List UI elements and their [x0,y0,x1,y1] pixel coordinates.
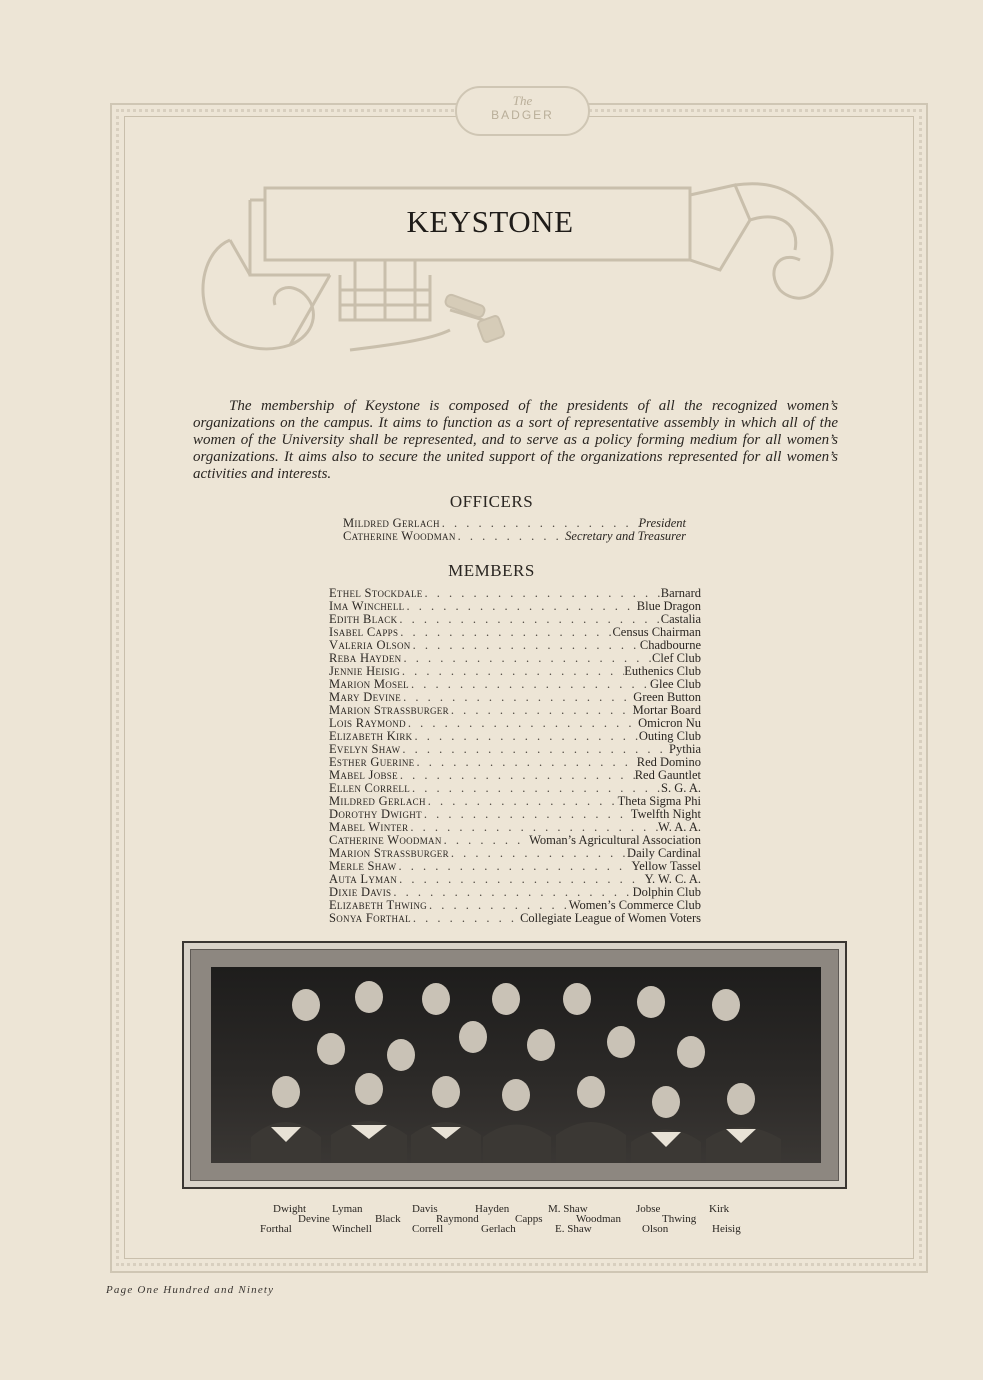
photo-caption [0,1203,983,1243]
group-photo [211,967,821,1163]
photo-mat [190,949,839,1181]
caption-name: Kirk [709,1203,730,1215]
caption-name: Gerlach [481,1223,516,1235]
caption-name: Correll [412,1223,444,1235]
caption-name: Forthal [260,1223,292,1235]
leader-dots [426,795,618,808]
caption-name: Heisig [712,1223,741,1235]
officers-list [343,517,686,543]
caption-name: E. Shaw [555,1223,592,1235]
member-org: Red Gauntlet [634,768,701,782]
leader-dots [409,678,650,691]
caption-name: Davis [412,1203,438,1215]
member-org: Woman’s Agricultural Association [529,833,701,847]
member-org: W. A. A. [658,820,701,834]
leader-dots [396,860,631,873]
member-name: Sonya Forthal [329,911,411,925]
member-name: Mildred Gerlach [329,794,426,808]
member-name: Esther Guerine [329,755,415,769]
member-org: Blue Dragon [636,599,701,613]
member-org: Outing Club [638,729,701,743]
officer-row [343,530,686,543]
member-name: Ellen Correll [329,781,410,795]
member-name: Jennie Heisig [329,664,400,678]
officer-name: Mildred Gerlach [343,516,440,530]
member-org: Omicron Nu [638,716,701,730]
leader-dots [404,600,636,613]
leader-dots [400,665,624,678]
intro-paragraph: The membership of Keystone is composed of the presidents of all the recognized women’s organizations on the campus. It aims to function as a sort of representative assembly in which all of the women of the University shall be represented, and to serve as a policy forming medium for all women’s organizations. It aims also to secure the united support of the organizations represented for all women’s activities and interests. [193,398,838,482]
emblem-badger: BADGER [491,108,554,122]
leader-dots [456,530,566,543]
caption-name: Black [375,1213,401,1225]
member-org: Women’s Commerce Club [568,898,701,912]
page-number-footer: Page One Hundred and Ninety [106,1284,275,1296]
caption-name: Devine [298,1213,330,1225]
caption-name: Thwing [662,1213,697,1225]
member-name: Marion Strassburger [329,703,449,717]
member-row [329,912,701,925]
member-org: Clef Club [652,651,701,665]
member-org: Glee Club [649,677,701,691]
member-name: Auta Lyman [329,872,398,886]
leader-dots [411,639,640,652]
member-name: Elizabeth Thwing [329,898,427,912]
member-org: Yellow Tassel [631,859,701,873]
member-name: Dixie Davis [329,885,392,899]
officer-name: Catherine Woodman [343,529,456,543]
member-name: Isabel Capps [329,625,399,639]
leader-dots [411,912,520,925]
member-org: Twelfth Night [630,807,701,821]
member-org: Pythia [669,742,701,756]
member-name: Merle Shaw [329,859,397,873]
leader-dots [423,587,661,600]
caption-name: Olson [642,1223,669,1235]
leader-dots [442,834,529,847]
caption-name: Raymond [436,1213,479,1225]
caption-name: Capps [515,1213,543,1225]
member-org: Barnard [660,586,701,600]
leader-dots [400,743,669,756]
members-list [329,587,701,925]
member-name: Ethel Stockdale [329,586,423,600]
member-name: Lois Raymond [329,716,406,730]
page-title: KEYSTONE [406,204,574,239]
member-org: S. G. A. [661,781,701,795]
member-org: Green Button [633,690,701,704]
member-name: Evelyn Shaw [329,742,401,756]
member-name: Mabel Jobse [329,768,398,782]
member-org: Mortar Board [632,703,701,717]
member-name: Elizabeth Kirk [329,729,413,743]
member-name: Ima Winchell [329,599,405,613]
caption-name: M. Shaw [548,1203,588,1215]
group-photo-frame [182,941,847,1189]
leader-dots [412,730,638,743]
member-org: Collegiate League of Women Voters [520,911,701,925]
officers-heading: OFFICERS [449,492,534,511]
member-org: Dolphin Club [632,885,701,899]
caption-name: Dwight [273,1203,306,1215]
member-name: Marion Mosel [329,677,409,691]
member-name: Dorothy Dwight [329,807,422,821]
member-name: Mary Devine [329,690,402,704]
member-org: Chadbourne [639,638,701,652]
leader-dots [398,626,612,639]
member-name: Catherine Woodman [329,833,442,847]
member-org: Theta Sigma Phi [617,794,701,808]
badger-emblem [455,86,590,136]
member-org: Census Chairman [612,625,701,639]
officer-role: Secretary and Treasurer [565,529,686,543]
member-org: Daily Cardinal [627,846,701,860]
member-name: Reba Hayden [329,651,402,665]
caption-name: Lyman [332,1203,363,1215]
member-name: Marion Strassburger [329,846,449,860]
leader-dots [406,717,638,730]
member-org: Red Domino [636,755,701,769]
group-photo-figures [211,967,821,1163]
caption-name: Hayden [475,1203,510,1215]
member-name: Valeria Olson [329,638,411,652]
caption-name: Jobse [636,1203,661,1215]
officer-role: President [638,516,686,530]
leader-dots [401,652,652,665]
member-org: Y. W. C. A. [644,872,701,886]
members-heading: MEMBERS [448,561,535,580]
leader-dots [449,704,633,717]
leader-dots [422,808,631,821]
member-name: Mabel Winter [329,820,409,834]
emblem-the: The [512,93,533,108]
caption-name: Winchell [332,1223,372,1235]
leader-dots [449,847,627,860]
leader-dots [398,769,635,782]
member-name: Edith Black [329,612,398,626]
leader-dots [397,873,645,886]
member-org: Euthenics Club [624,664,701,678]
leader-dots [415,756,637,769]
member-org: Castalia [660,612,701,626]
caption-name: Woodman [576,1213,621,1225]
